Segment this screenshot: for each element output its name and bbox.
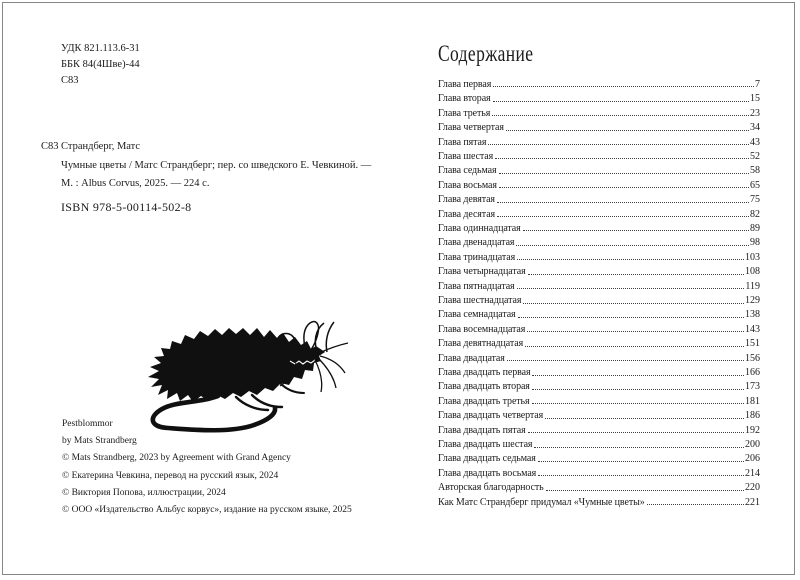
toc-entry-label: Глава двадцать шестая (438, 439, 533, 451)
toc-row (438, 335, 760, 349)
toc-row (438, 176, 760, 190)
dot-leader (538, 461, 744, 462)
dot-leader (499, 187, 749, 188)
entry-code: С83 (41, 141, 59, 152)
catalog-codes (61, 41, 140, 89)
dot-leader (523, 303, 744, 304)
dot-leader (546, 490, 744, 491)
toc-entry-page: 156 (745, 352, 760, 364)
toc-entry-label: Глава первая (438, 78, 492, 90)
dot-leader (527, 331, 744, 332)
toc-row (438, 392, 760, 406)
toc-row (438, 464, 760, 478)
toc-entry-page: 89 (750, 222, 760, 234)
toc-entry-label: Глава вторая (438, 93, 491, 105)
toc-row (438, 378, 760, 392)
toc-entry-page: 151 (745, 338, 760, 350)
toc-entry-page: 143 (745, 323, 760, 335)
page-frame (2, 2, 795, 575)
toc-entry-page: 192 (745, 424, 760, 436)
toc-row (438, 493, 760, 507)
toc-row (438, 349, 760, 363)
toc-entry-page: 75 (750, 194, 760, 206)
dot-leader (528, 432, 744, 433)
toc-entry-page: 186 (745, 410, 760, 422)
toc-entry-label: Глава пятая (438, 136, 487, 148)
toc-row (438, 320, 760, 334)
toc-row (438, 450, 760, 464)
toc-entry-label: Глава шестнадцатая (438, 295, 522, 306)
toc-entry-label: Глава десятая (438, 208, 496, 220)
toc-entry-page: 15 (750, 93, 760, 105)
dot-leader (647, 504, 744, 505)
toc-row (438, 133, 760, 147)
toc-entry-page: 138 (745, 309, 760, 321)
toc-entry-label: Как Матс Страндберг придумал «Чумные цветы» (438, 496, 645, 508)
toc-row (438, 119, 760, 133)
toc-row (438, 220, 760, 234)
dot-leader (499, 173, 750, 174)
toc-row (438, 76, 760, 90)
toc-row (438, 436, 760, 450)
toc-entry-label: Глава седьмая (438, 165, 497, 177)
dot-leader (525, 346, 744, 347)
toc-entry-label: Глава двенадцатая (438, 237, 515, 249)
udk-line: УДК 821.113.6-31 (61, 43, 140, 54)
toc-entry-label: Глава девятая (438, 194, 495, 206)
toc-entry-label: Авторская благодарность (438, 482, 544, 494)
credit-line: © Mats Strandberg, 2023 by Agreement with Grand Agency (62, 453, 291, 464)
toc-row (438, 248, 760, 262)
toc-row (438, 234, 760, 248)
toc-entry-page: 206 (745, 453, 760, 465)
toc-row (438, 479, 760, 493)
description-line: М. : Albus Corvus, 2025. — 224 с. (61, 178, 210, 189)
dot-leader (532, 389, 744, 390)
toc-entry-page: 7 (755, 78, 760, 90)
toc-entry-label: Глава двадцать третья (438, 395, 530, 407)
toc-row (438, 407, 760, 421)
toc-entry-label: Глава шестая (438, 150, 494, 162)
toc-row (438, 364, 760, 378)
toc-entry-label: Глава девятнадцатая (438, 338, 524, 350)
bbk-line: ББК 84(4Шве)-44 (61, 59, 140, 70)
isbn: ISBN 978-5-00114-502-8 (61, 200, 192, 214)
credit-line: by Mats Strandberg (62, 436, 137, 447)
toc-entry-page: 166 (745, 367, 760, 379)
toc-entry-page: 200 (745, 439, 760, 451)
toc-entry-page: 98 (750, 237, 760, 249)
dot-leader (528, 274, 744, 275)
toc-row (438, 421, 760, 435)
toc-entry-page: 58 (750, 165, 760, 177)
credit-line: Pestblommor (62, 419, 113, 429)
toc-row (438, 205, 760, 219)
toc-entry-page: 108 (745, 266, 760, 278)
toc-row (438, 277, 760, 291)
toc-entry-page: 34 (750, 122, 760, 134)
toc-entry-label: Глава четырнадцатая (438, 266, 526, 278)
toc-entry-label: Глава четвертая (438, 122, 504, 134)
dot-leader (534, 447, 744, 448)
bibliographic-description (41, 138, 371, 194)
toc-row (438, 104, 760, 118)
dot-leader (488, 144, 749, 145)
dot-leader (545, 418, 744, 419)
toc-list (438, 76, 760, 508)
toc-entry-label: Глава двадцать восьмая (438, 467, 537, 479)
credits-block (62, 416, 352, 519)
dot-leader (493, 86, 754, 87)
dot-leader (523, 230, 749, 231)
dot-leader (538, 475, 744, 476)
toc-entry-page: 82 (750, 208, 760, 220)
toc-entry-label: Глава двадцать седьмая (438, 453, 536, 465)
toc-entry-page: 52 (750, 150, 760, 162)
dot-leader (495, 158, 749, 159)
toc-entry-page: 43 (750, 136, 760, 148)
toc-entry-label: Глава двадцатая (438, 352, 505, 364)
dot-leader (517, 259, 744, 260)
dot-leader (497, 216, 749, 217)
toc-entry-label: Глава семнадцатая (438, 309, 516, 321)
dot-leader (518, 317, 744, 318)
toc-entry-page: 221 (745, 496, 760, 508)
toc-row (438, 263, 760, 277)
toc-entry-page: 181 (745, 395, 760, 407)
toc-entry-label: Глава двадцать четвертая (438, 410, 544, 422)
toc-entry-label: Глава восемнадцатая (438, 323, 526, 335)
toc-row (438, 162, 760, 176)
toc-row (438, 191, 760, 205)
toc-entry-page: 23 (750, 107, 760, 119)
toc-entry-page: 173 (745, 381, 760, 393)
description-line: Чумные цветы / Матс Страндберг; пер. со шведского Е. Чевкиной. — (61, 159, 372, 171)
toc-entry-page: 214 (745, 467, 760, 479)
toc-entry-label: Глава двадцать вторая (438, 381, 530, 393)
toc-entry-page: 119 (745, 280, 760, 292)
toc-row (438, 148, 760, 162)
dot-leader (497, 202, 749, 203)
author-heading: Страндберг, Матс (61, 141, 141, 152)
toc-entry-label: Глава двадцать первая (438, 367, 531, 379)
credit-line: © Екатерина Чевкина, перевод на русский язык, 2024 (62, 470, 279, 481)
toc-entry-label: Глава третья (438, 107, 491, 119)
dot-leader (492, 115, 749, 116)
dot-leader (516, 245, 749, 246)
credit-line: © Виктория Попова, иллюстрации, 2024 (62, 487, 226, 498)
dot-leader (532, 375, 744, 376)
toc-row (438, 90, 760, 104)
dot-leader (506, 130, 749, 131)
author-sign: С83 (61, 75, 79, 86)
toc-title: Содержание (438, 41, 534, 66)
dot-leader (493, 101, 749, 102)
toc-row (438, 306, 760, 320)
toc-entry-page: 129 (745, 295, 760, 306)
toc-entry-label: Глава двадцать пятая (438, 424, 526, 436)
dot-leader (507, 360, 744, 361)
toc-entry-label: Глава тринадцатая (438, 251, 516, 263)
toc-entry-label: Глава восьмая (438, 179, 497, 191)
toc-entry-label: Глава одиннадцатая (438, 222, 521, 234)
toc-entry-page: 103 (745, 251, 760, 263)
dot-leader (517, 288, 745, 289)
credit-line: © ООО «Издательство Альбус корвус», издание на русском языке, 2025 (62, 505, 352, 516)
toc-row (438, 292, 760, 306)
toc-entry-page: 220 (745, 482, 760, 494)
toc-page (438, 3, 762, 574)
toc-entry-page: 65 (750, 179, 760, 191)
imprint-page (3, 3, 403, 574)
dot-leader (532, 403, 744, 404)
toc-entry-label: Глава пятнадцатая (438, 280, 515, 292)
